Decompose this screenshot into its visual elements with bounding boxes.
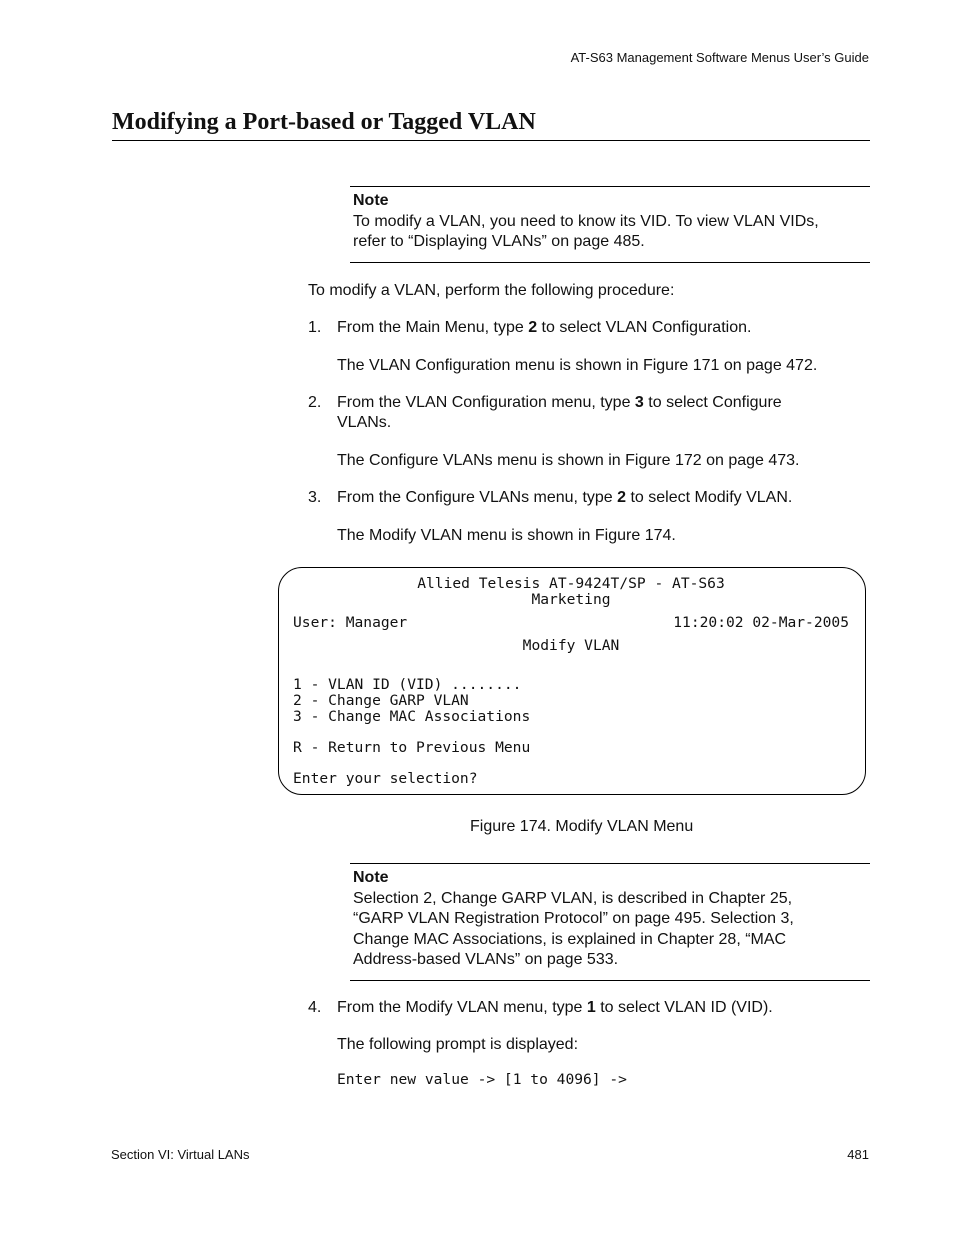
step-1-followup: The VLAN Configuration menu is shown in Figure 171 on page 472. [337, 357, 818, 374]
note-label: Note [353, 869, 389, 886]
screen-prompt: Enter your selection? [293, 770, 478, 787]
step-1: 1. From the Main Menu, type 2 to select VLAN Configuration. [308, 319, 752, 336]
note-text-line: Address-based VLANs” on page 533. [353, 951, 619, 968]
note-text-line: refer to “Displaying VLANs” on page 485. [353, 233, 645, 250]
screen-option-return: R - Return to Previous Menu [293, 739, 531, 756]
note-text-line: “GARP VLAN Registration Protocol” on page 495. Selection 3, [353, 910, 794, 927]
note-text-line: Selection 2, Change GARP VLAN, is described in Chapter 25, [353, 889, 793, 907]
intro-paragraph: To modify a VLAN, perform the following procedure: [308, 282, 675, 299]
screen-menu-title: Modify VLAN [522, 637, 620, 654]
screen-user: User: Manager [293, 614, 408, 631]
screen-option-3: 3 - Change MAC Associations [293, 708, 531, 725]
step-number: 1. [308, 319, 322, 336]
step-key: 2 [617, 489, 627, 506]
screen-datetime: 11:20:02 02-Mar-2005 [673, 614, 849, 631]
value-prompt: Enter new value -> [1 to 4096] -> [337, 1071, 627, 1088]
screen-option-2: 2 - Change GARP VLAN [293, 692, 469, 709]
screen-system-name: Allied Telesis AT-9424T/SP - AT-S63 [417, 575, 725, 592]
figure-caption: Figure 174. Modify VLAN Menu [470, 818, 694, 835]
step-key: 1 [586, 999, 596, 1016]
note-label: Note [353, 192, 389, 209]
step-3-followup: The Modify VLAN menu is shown in Figure 174. [337, 527, 676, 544]
footer-page-number: 481 [847, 1147, 869, 1162]
screen-location: Marketing [531, 591, 611, 608]
section-title: Modifying a Port-based or Tagged VLAN [112, 107, 870, 141]
note-text-line: Change MAC Associations, is explained in Chapter 28, “MAC [353, 930, 787, 948]
footer-section: Section VI: Virtual LANs [111, 1147, 250, 1162]
step-key: 3 [634, 394, 644, 411]
step-number: 4. [308, 999, 322, 1016]
step-number: 2. [308, 394, 322, 411]
step-number: 3. [308, 489, 322, 506]
running-header: AT-S63 Management Software Menus User’s Guide [570, 50, 869, 65]
note-box-vid [350, 186, 870, 263]
step-key: 2 [528, 319, 538, 336]
step-4-followup: The following prompt is displayed: [337, 1036, 579, 1053]
step-2-followup: The Configure VLANs menu is shown in Figure 172 on page 473. [337, 452, 800, 469]
step-4: 4. From the Modify VLAN menu, type 1 to select VLAN ID (VID). [308, 999, 773, 1016]
screen-option-1: 1 - VLAN ID (VID) ........ [293, 676, 522, 693]
step-2: 2. From the VLAN Configuration menu, type 3 to select Configure VLANs. [308, 394, 782, 431]
step-3: 3. From the Configure VLANs menu, type 2 to select Modify VLAN. [308, 489, 793, 506]
note-box-selections [350, 863, 870, 981]
note-text-line: To modify a VLAN, you need to know its VID. To view VLAN VIDs, [353, 212, 819, 230]
